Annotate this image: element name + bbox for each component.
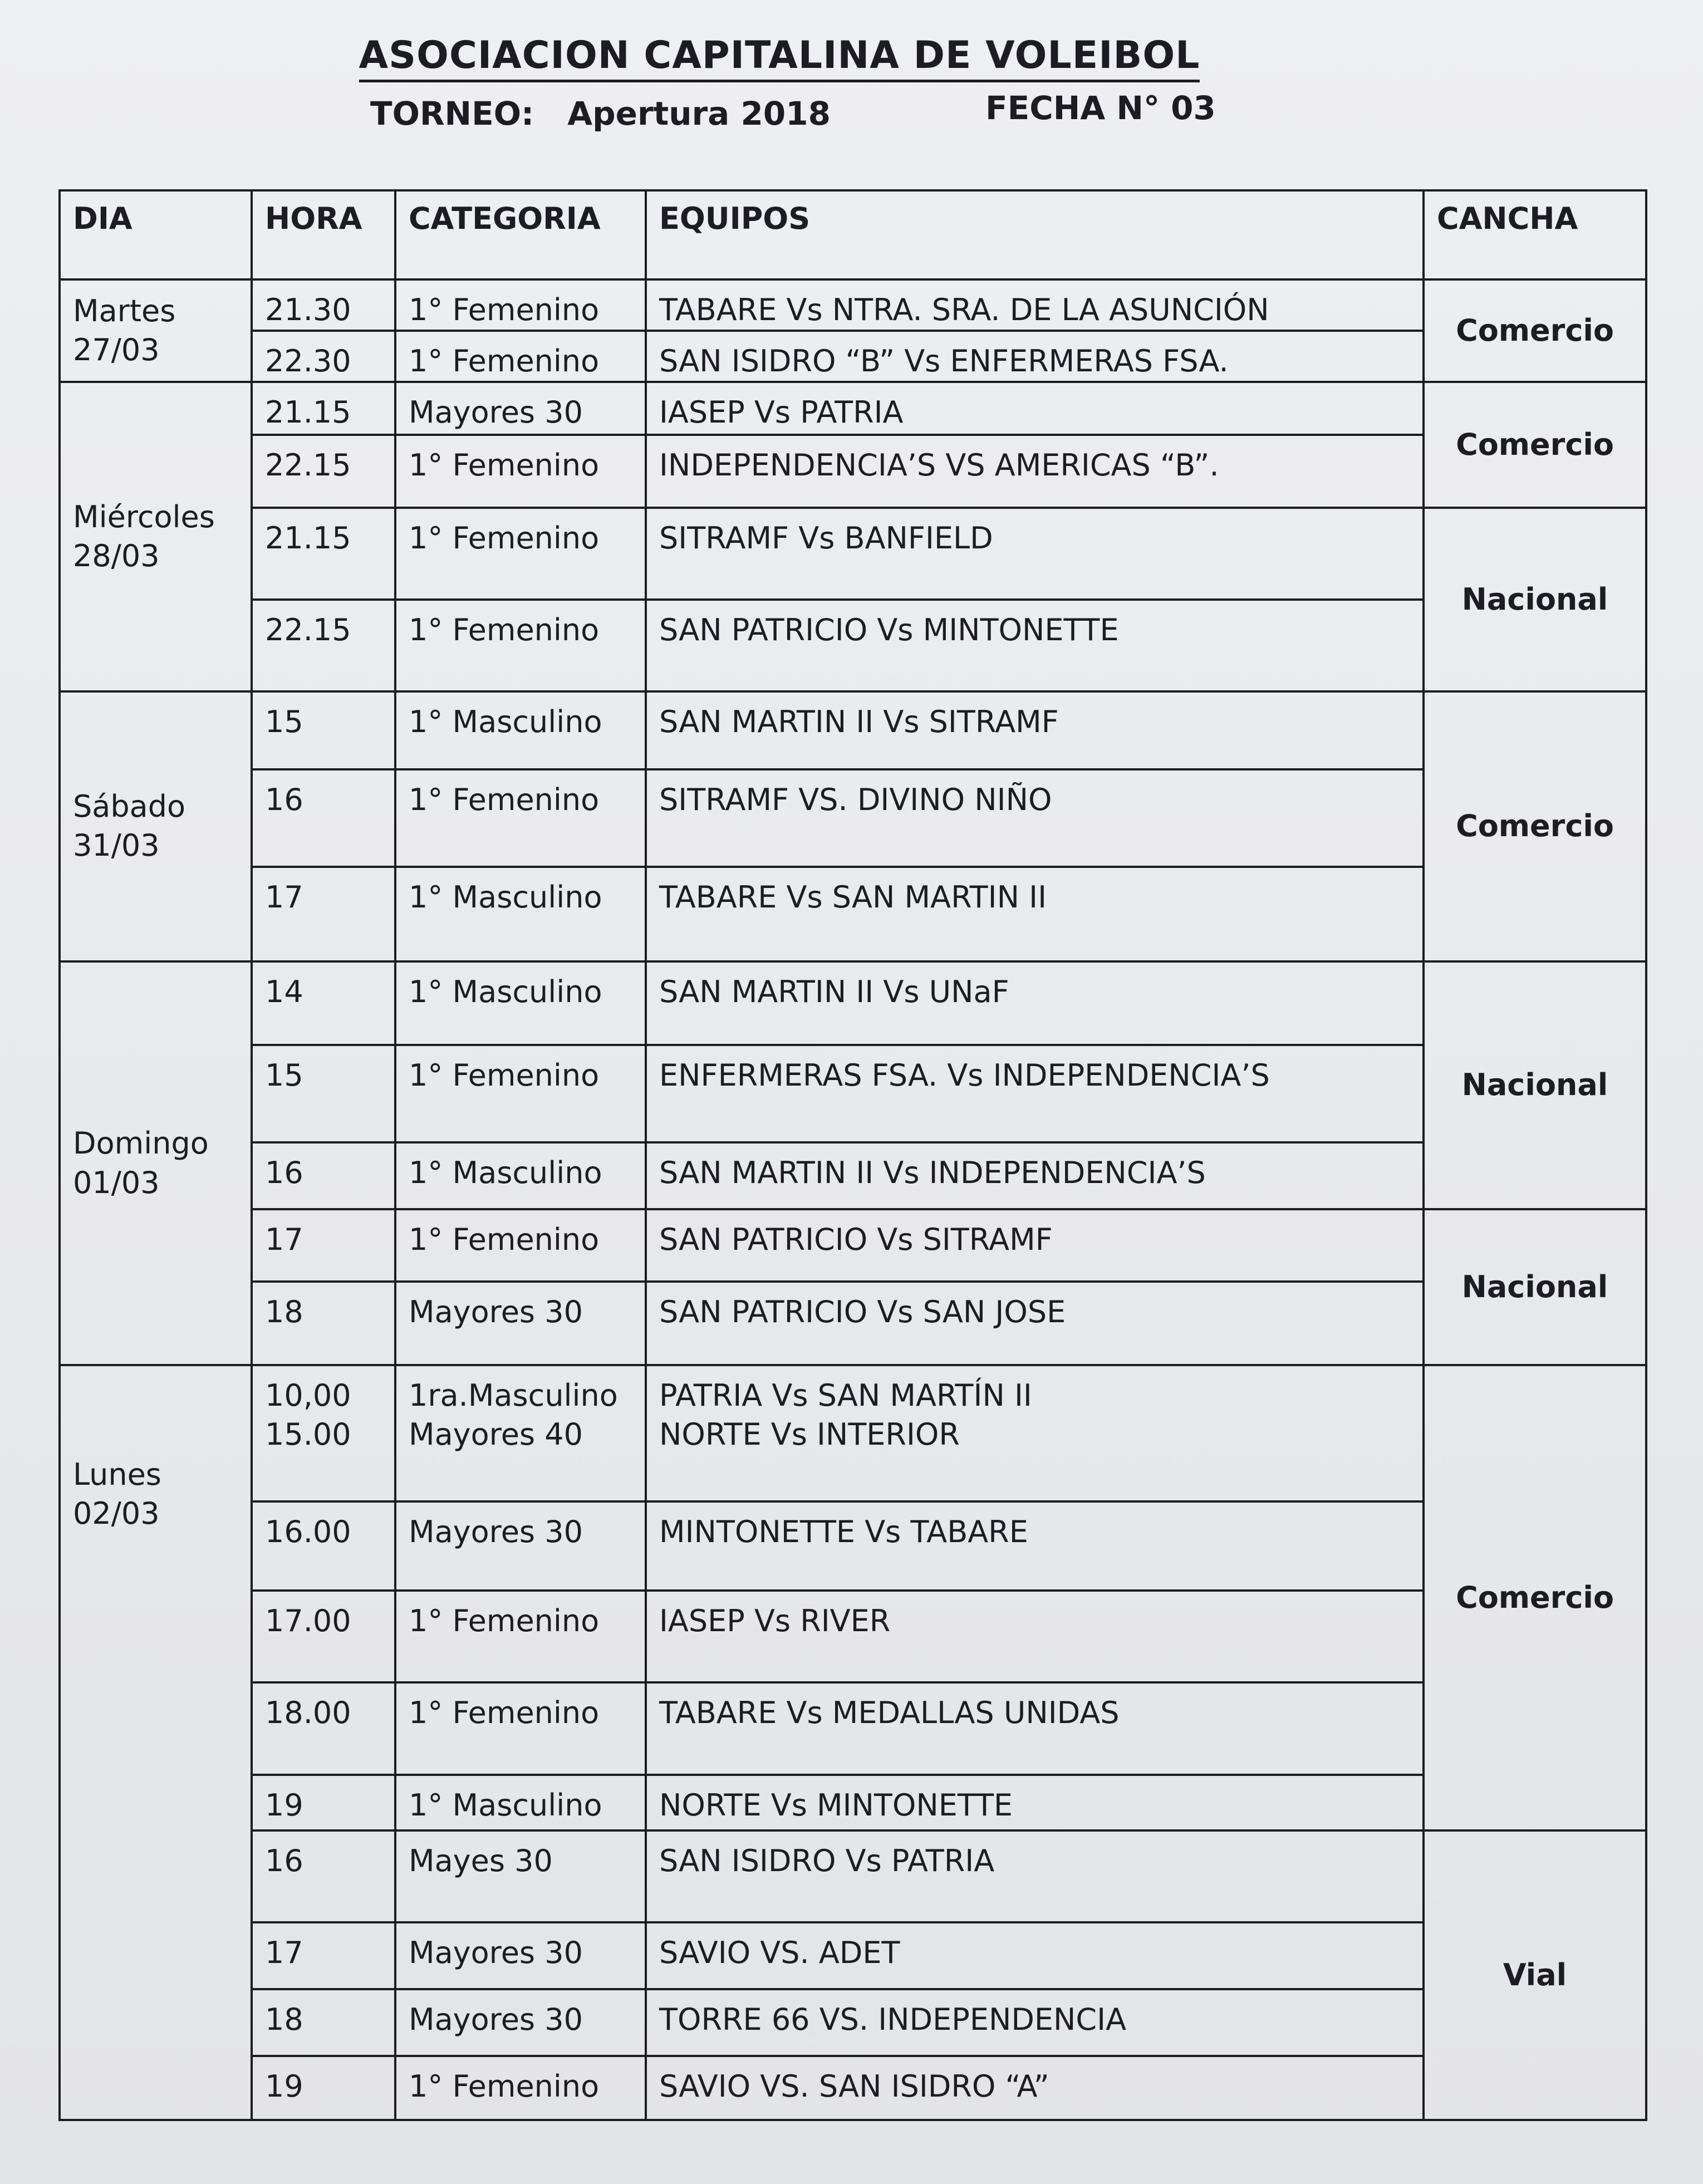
categoria-cell: 1° Femenino xyxy=(395,331,646,382)
hora-cell: 22.15 xyxy=(252,600,395,691)
cancha-cell: Comercio xyxy=(1424,279,1646,382)
categoria-cell: Mayes 30 xyxy=(395,1830,646,1922)
equipos-cell: SAN ISIDRO “B” Vs ENFERMERAS FSA. xyxy=(646,331,1424,382)
hora-cell xyxy=(252,1365,395,1501)
equipos-cell: TABARE Vs MEDALLAS UNIDAS xyxy=(646,1682,1424,1774)
table-row xyxy=(60,1365,1646,1501)
hora-cell: 16 xyxy=(252,769,395,867)
equipos-cell xyxy=(646,1365,1424,1501)
table-row xyxy=(60,867,1646,961)
table-row xyxy=(60,1922,1646,1989)
equipos-cell: SITRAMF Vs BANFIELD xyxy=(646,508,1424,600)
table-row xyxy=(60,1830,1646,1922)
equipos-cell: TABARE Vs NTRA. SRA. DE LA ASUNCIÓN xyxy=(646,279,1424,331)
day-name: Lunes xyxy=(73,1457,161,1493)
categoria-cell: 1° Femenino xyxy=(395,1591,646,1682)
table-row xyxy=(60,1591,1646,1682)
schedule-table xyxy=(58,189,1647,2121)
day-cell xyxy=(60,1365,252,2120)
equipos-cell: SAN PATRICIO Vs SITRAMF xyxy=(646,1209,1424,1282)
tournament-value: Apertura 2018 xyxy=(567,95,831,132)
table-row xyxy=(60,961,1646,1045)
equipos-cell: TORRE 66 VS. INDEPENDENCIA xyxy=(646,1989,1424,2056)
hora-cell: 14 xyxy=(252,961,395,1045)
categoria-cell: 1° Masculino xyxy=(395,867,646,961)
day-cell xyxy=(60,961,252,1365)
equipos-cell: SAN MARTIN II Vs SITRAMF xyxy=(646,691,1424,769)
header-row xyxy=(60,190,1646,279)
categoria-cell: 1° Masculino xyxy=(395,961,646,1045)
table-row xyxy=(60,1282,1646,1365)
cancha-cell: Comercio xyxy=(1424,1365,1646,1830)
col-header-categoria: CATEGORIA xyxy=(395,190,646,279)
hora-cell: 21.30 xyxy=(252,279,395,331)
day-name: Domingo xyxy=(73,1126,209,1161)
cancha-cell: Comercio xyxy=(1424,382,1646,507)
table-row xyxy=(60,1682,1646,1774)
day-cell xyxy=(60,279,252,382)
equipos-cell: SAN PATRICIO Vs MINTONETTE xyxy=(646,600,1424,691)
hora-cell: 19 xyxy=(252,1775,395,1830)
categoria-cell: 1° Masculino xyxy=(395,1142,646,1209)
cancha-cell: Comercio xyxy=(1424,691,1646,961)
day-date: 27/03 xyxy=(73,332,160,368)
categoria-cell: Mayores 30 xyxy=(395,1282,646,1365)
equipos-cell: ENFERMERAS FSA. Vs INDEPENDENCIA’S xyxy=(646,1045,1424,1142)
table-row xyxy=(60,279,1646,331)
association-name: ASOCIACION CAPITALINA DE VOLEIBOL xyxy=(359,33,1200,82)
equipos-cell: SAN ISIDRO Vs PATRIA xyxy=(646,1830,1424,1922)
tournament-label: TORNEO: xyxy=(370,95,534,132)
day-cell xyxy=(60,382,252,691)
categoria-cell: 1° Masculino xyxy=(395,691,646,769)
equipos-cell: SAVIO VS. SAN ISIDRO “A” xyxy=(646,2056,1424,2120)
hora-cell: 22.30 xyxy=(252,331,395,382)
equipos-value: NORTE Vs INTERIOR xyxy=(659,1417,960,1452)
categoria-value: 1ra.Masculino xyxy=(409,1378,618,1414)
hora-cell: 15 xyxy=(252,1045,395,1142)
categoria-cell: 1° Femenino xyxy=(395,600,646,691)
cancha-cell: Nacional xyxy=(1424,508,1646,691)
hora-cell: 18 xyxy=(252,1989,395,2056)
hora-value: 15.00 xyxy=(265,1417,351,1452)
hora-cell: 17.00 xyxy=(252,1591,395,1682)
table-row xyxy=(60,1142,1646,1209)
day-date: 02/03 xyxy=(73,1496,160,1532)
categoria-cell: 1° Masculino xyxy=(395,1775,646,1830)
col-header-dia: DIA xyxy=(60,190,252,279)
categoria-cell: Mayores 30 xyxy=(395,1989,646,2056)
equipos-cell: IASEP Vs PATRIA xyxy=(646,382,1424,435)
table-row xyxy=(60,1989,1646,2056)
day-date: 01/03 xyxy=(73,1165,160,1200)
equipos-cell: SAVIO VS. ADET xyxy=(646,1922,1424,1989)
col-header-cancha: CANCHA xyxy=(1424,190,1646,279)
day-date: 28/03 xyxy=(73,538,160,574)
categoria-cell: 1° Femenino xyxy=(395,508,646,600)
categoria-cell: Mayores 30 xyxy=(395,1501,646,1591)
categoria-cell: 1° Femenino xyxy=(395,1045,646,1142)
round-number: FECHA N° 03 xyxy=(985,89,1216,127)
categoria-cell: 1° Femenino xyxy=(395,435,646,507)
table-row xyxy=(60,691,1646,769)
hora-cell: 18 xyxy=(252,1282,395,1365)
equipos-value: PATRIA Vs SAN MARTÍN II xyxy=(659,1378,1032,1414)
equipos-cell: MINTONETTE Vs TABARE xyxy=(646,1501,1424,1591)
cancha-cell: Nacional xyxy=(1424,961,1646,1209)
cancha-cell: Vial xyxy=(1424,1830,1646,2120)
day-name: Miércoles xyxy=(73,499,215,534)
categoria-cell: 1° Femenino xyxy=(395,2056,646,2120)
table-row xyxy=(60,435,1646,507)
categoria-value: Mayores 40 xyxy=(409,1417,583,1452)
day-name: Martes xyxy=(73,293,176,329)
cancha-cell: Nacional xyxy=(1424,1209,1646,1365)
hora-cell: 19 xyxy=(252,2056,395,2120)
document-title xyxy=(0,33,1559,77)
col-header-hora: HORA xyxy=(252,190,395,279)
categoria-cell: 1° Femenino xyxy=(395,1682,646,1774)
categoria-cell xyxy=(395,1365,646,1501)
table-row xyxy=(60,600,1646,691)
equipos-cell: NORTE Vs MINTONETTE xyxy=(646,1775,1424,1830)
categoria-cell: 1° Femenino xyxy=(395,1209,646,1282)
hora-cell: 16 xyxy=(252,1830,395,1922)
table-row xyxy=(60,508,1646,600)
hora-cell: 22.15 xyxy=(252,435,395,507)
hora-cell: 16.00 xyxy=(252,1501,395,1591)
hora-cell: 15 xyxy=(252,691,395,769)
categoria-cell: Mayores 30 xyxy=(395,1922,646,1989)
table-row xyxy=(60,1045,1646,1142)
day-name: Sábado xyxy=(73,789,186,824)
table-row xyxy=(60,1501,1646,1591)
table-row xyxy=(60,382,1646,435)
equipos-cell: SAN MARTIN II Vs INDEPENDENCIA’S xyxy=(646,1142,1424,1209)
day-cell xyxy=(60,691,252,961)
table-row xyxy=(60,1209,1646,1282)
hora-cell: 18.00 xyxy=(252,1682,395,1774)
equipos-cell: SAN MARTIN II Vs UNaF xyxy=(646,961,1424,1045)
table-row xyxy=(60,769,1646,867)
equipos-cell: SITRAMF VS. DIVINO NIÑO xyxy=(646,769,1424,867)
tournament-line xyxy=(370,95,831,132)
hora-cell: 21.15 xyxy=(252,508,395,600)
categoria-cell: 1° Femenino xyxy=(395,279,646,331)
equipos-cell: INDEPENDENCIA’S VS AMERICAS “B”. xyxy=(646,435,1424,507)
equipos-cell: TABARE Vs SAN MARTIN II xyxy=(646,867,1424,961)
hora-cell: 17 xyxy=(252,1922,395,1989)
table-row xyxy=(60,331,1646,382)
hora-cell: 17 xyxy=(252,867,395,961)
table-row xyxy=(60,1775,1646,1830)
hora-cell: 16 xyxy=(252,1142,395,1209)
equipos-cell: SAN PATRICIO Vs SAN JOSE xyxy=(646,1282,1424,1365)
equipos-cell: IASEP Vs RIVER xyxy=(646,1591,1424,1682)
table-row xyxy=(60,2056,1646,2120)
categoria-cell: Mayores 30 xyxy=(395,382,646,435)
hora-cell: 21.15 xyxy=(252,382,395,435)
hora-cell: 17 xyxy=(252,1209,395,1282)
hora-value: 10,00 xyxy=(265,1378,351,1414)
col-header-equipos: EQUIPOS xyxy=(646,190,1424,279)
day-date: 31/03 xyxy=(73,828,160,863)
categoria-cell: 1° Femenino xyxy=(395,769,646,867)
